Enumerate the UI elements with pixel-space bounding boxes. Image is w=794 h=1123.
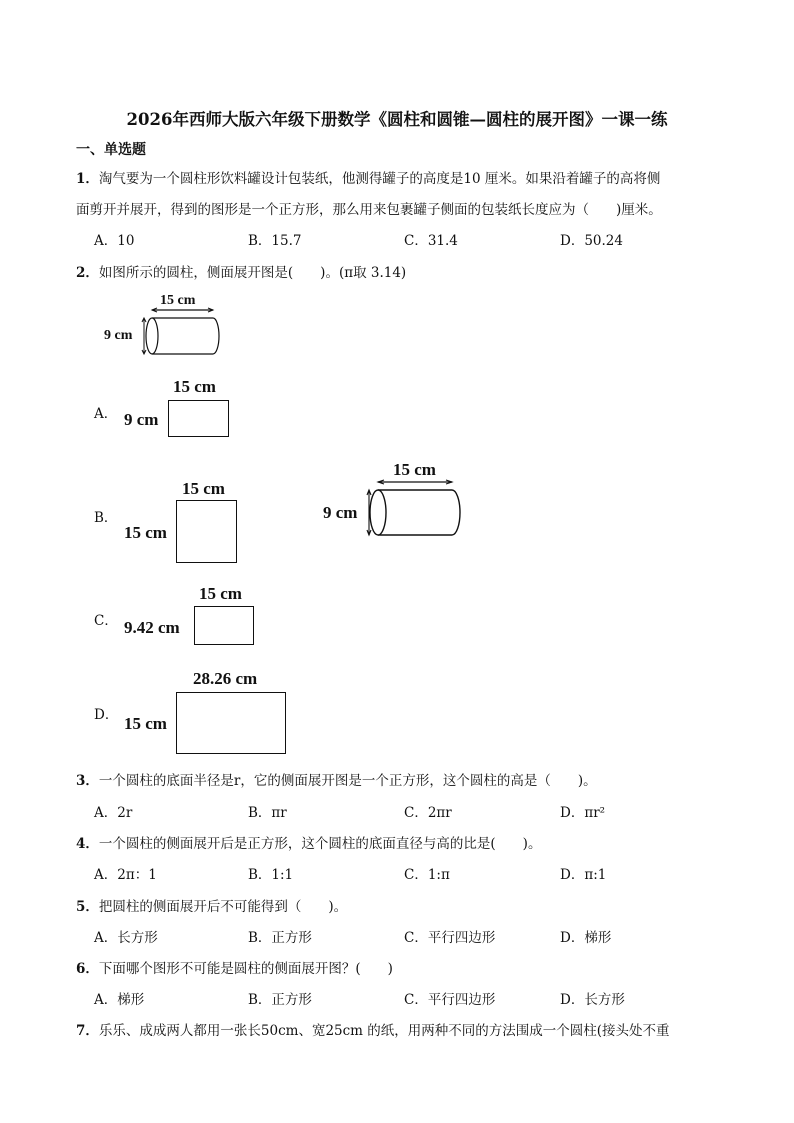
question-text: 下面哪个图形不可能是圆柱的侧面展开图？( ): [98, 961, 393, 977]
q2-option-a-letter[interactable]: A．: [94, 406, 118, 422]
q2-option-d-letter[interactable]: D．: [94, 707, 119, 723]
question-text: 一个圆柱的底面半径是r，它的侧面展开图是一个正方形，这个圆柱的高是（ )。: [98, 773, 597, 789]
q4-option-a[interactable]: A．2π：1: [94, 867, 157, 883]
q5-option-c[interactable]: C．平行四边形: [404, 930, 496, 946]
q3-option-a[interactable]: A．2r: [94, 805, 133, 821]
q4-option-c[interactable]: C．1:π: [404, 867, 450, 883]
cylinder-small-length-label: 15 cm: [160, 293, 196, 308]
q2-option-d-top-label: 28.26 cm: [193, 669, 258, 688]
q2-option-c-top-label: 15 cm: [199, 584, 242, 603]
question-number: 6．: [76, 961, 99, 977]
cylinder-large-length-label: 15 cm: [393, 460, 436, 479]
question-number: 7．: [76, 1023, 99, 1039]
q5-option-a[interactable]: A．长方形: [94, 930, 158, 946]
q4-option-d[interactable]: D．π:1: [560, 867, 607, 883]
question-number: 3．: [76, 773, 99, 789]
cylinder-large-figure: [364, 480, 464, 540]
q2-option-b-square: [176, 500, 237, 563]
question-text: 淘气要为一个圆柱形饮料罐设计包装纸，他测得罐子的高度是10 厘米。如果沿着罐子的高将侧: [98, 171, 661, 187]
q6-option-d[interactable]: D．长方形: [560, 992, 625, 1008]
q6-option-a[interactable]: A．梯形: [94, 992, 145, 1008]
q2-option-a-top-label: 15 cm: [173, 377, 216, 396]
q6-option-b[interactable]: B．正方形: [248, 992, 312, 1008]
section-heading: 一、单选题: [76, 142, 146, 158]
question-6: [76, 957, 393, 977]
question-1-line1: [76, 167, 660, 187]
question-text: 一个圆柱的侧面展开后是正方形，这个圆柱的底面直径与高的比是( )。: [98, 836, 542, 852]
question-text: 乐乐、成成两人都用一张长50cm、宽25cm 的纸，用两种不同的方法围成一个圆柱(接头处不重: [98, 1023, 670, 1039]
page-title: 2026年西师大版六年级下册数学《圆柱和圆锥—圆柱的展开图》一课一练: [126, 110, 668, 129]
question-text: 把圆柱的侧面展开后不可能得到（ )。: [98, 899, 348, 915]
question-1-line2: 面剪开并展开，得到的图形是一个正方形，那么用来包裹罐子侧面的包装纸长度应为（ )厘米。: [76, 202, 662, 218]
q1-option-a[interactable]: A．10: [94, 233, 135, 249]
question-2: [76, 261, 406, 281]
question-text: 如图所示的圆柱，侧面展开图是( )。(π取 3.14): [98, 265, 407, 281]
q2-option-d-side-label: 15 cm: [124, 714, 167, 733]
q5-option-b[interactable]: B．正方形: [248, 930, 312, 946]
q6-option-c[interactable]: C．平行四边形: [404, 992, 496, 1008]
cylinder-large-height-label: 9 cm: [323, 503, 358, 522]
q5-option-d[interactable]: D．梯形: [560, 930, 612, 946]
q2-option-b-top-label: 15 cm: [182, 479, 225, 498]
q2-option-b-letter[interactable]: B．: [94, 510, 118, 526]
q2-option-c-side-label: 9.42 cm: [124, 618, 180, 637]
q3-option-b[interactable]: B．πr: [248, 805, 287, 821]
q4-option-b[interactable]: B．1:1: [248, 867, 294, 883]
q2-option-a-side-label: 9 cm: [124, 410, 159, 429]
q1-option-b[interactable]: B．15.7: [248, 233, 302, 249]
q3-option-c[interactable]: C．2πr: [404, 805, 452, 821]
question-number: 2．: [76, 265, 99, 281]
question-7: [76, 1019, 670, 1039]
q2-option-b-side-label: 15 cm: [124, 523, 167, 542]
q1-option-d[interactable]: D．50.24: [560, 233, 623, 249]
question-5: [76, 895, 347, 915]
question-number: 5．: [76, 899, 99, 915]
question-number: 1．: [76, 171, 99, 187]
question-3: [76, 769, 597, 789]
question-4: [76, 832, 541, 852]
q2-option-a-rectangle: [168, 400, 229, 437]
q1-option-c[interactable]: C．31.4: [404, 233, 458, 249]
cylinder-small-height-label: 9 cm: [104, 328, 133, 343]
q2-option-c-letter[interactable]: C．: [94, 613, 118, 629]
q2-option-d-rectangle: [176, 692, 286, 754]
q3-option-d[interactable]: D．πr²: [560, 805, 606, 821]
question-number: 4．: [76, 836, 99, 852]
cylinder-small-figure: [140, 308, 222, 358]
q2-option-c-rectangle: [194, 606, 254, 645]
